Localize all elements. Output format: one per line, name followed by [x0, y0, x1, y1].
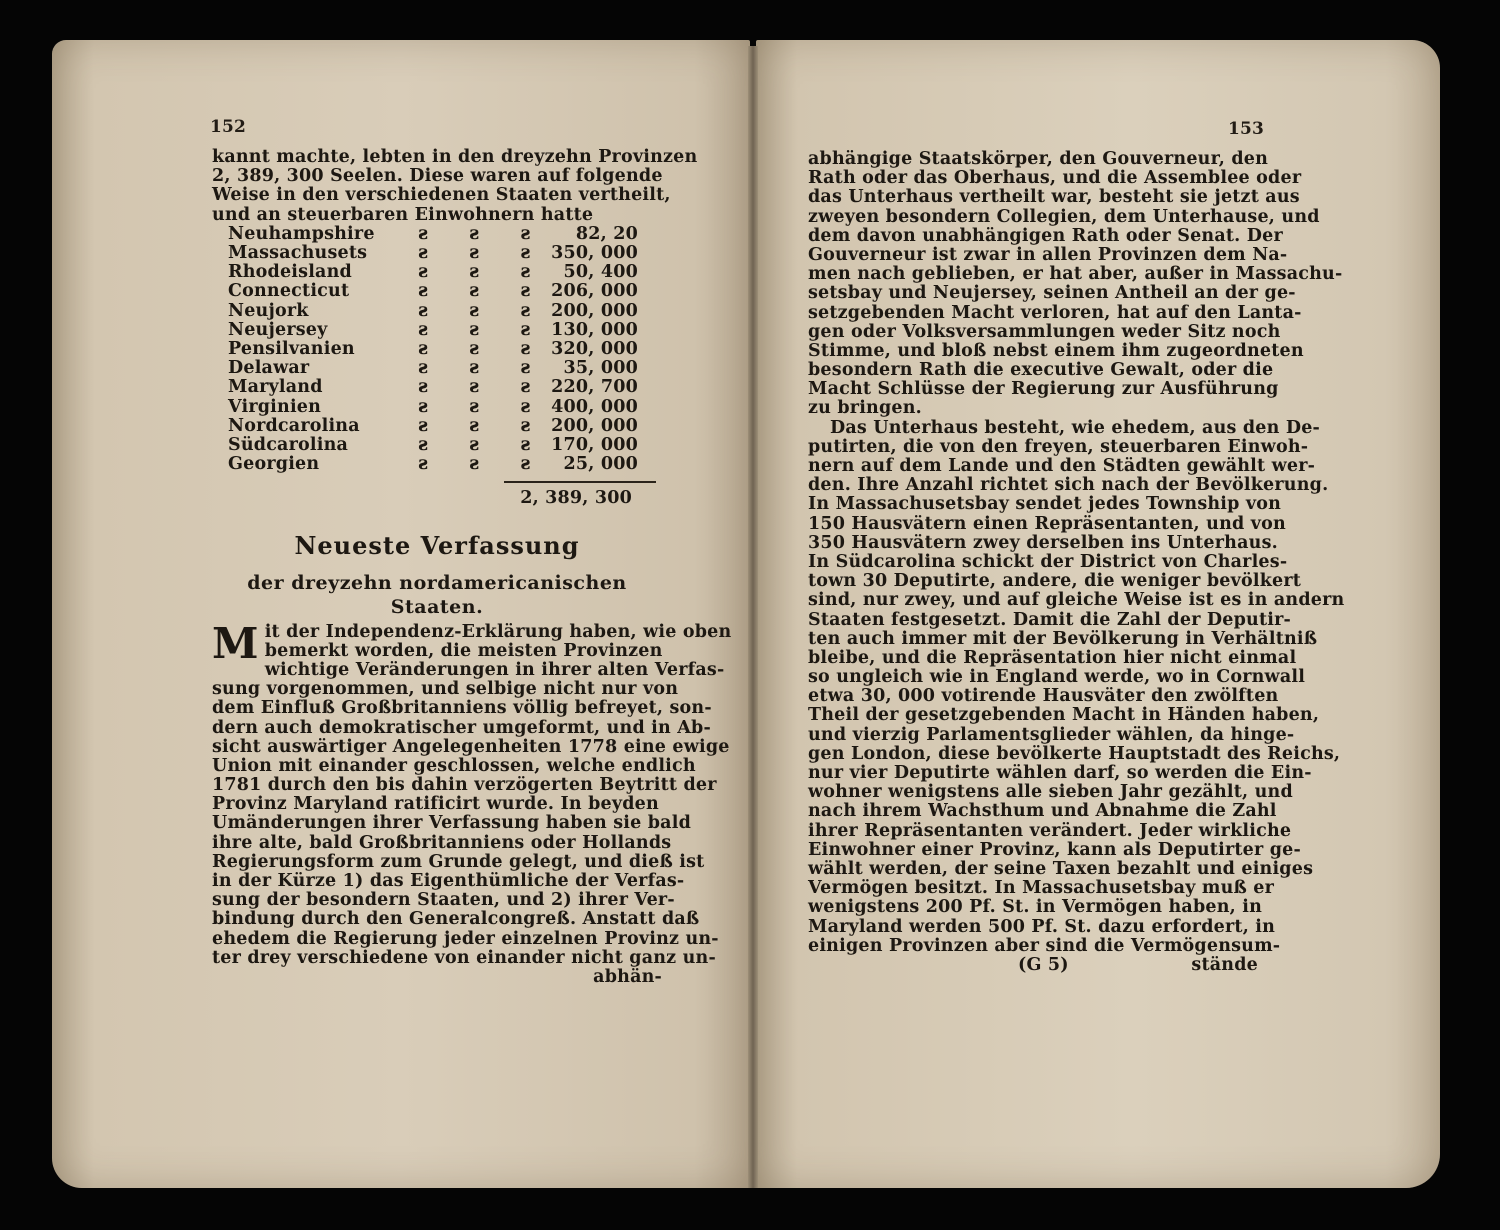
ditto-mark: ƨ — [418, 300, 429, 321]
body-line: wichtige Veränderungen in ihrer alten Verfas- — [264, 659, 725, 680]
body-line: so ungleich wie in England werde, wo in Cornwall — [808, 667, 1306, 688]
signature-mark: (G 5) — [1018, 954, 1069, 975]
ditto-mark: ƨ — [418, 358, 429, 379]
ditto-mark: ƨ — [520, 377, 531, 398]
population-value: 25, 000 — [563, 454, 638, 475]
population-value: 35, 000 — [563, 358, 638, 379]
ditto-mark: ƨ — [520, 358, 531, 379]
population-value: 170, 000 — [551, 434, 638, 455]
ditto-mark: ƨ — [469, 396, 480, 417]
body-line: wählt werden, der seine Taxen bezahlt und einiges — [808, 858, 1314, 879]
ditto-mark: ƨ — [418, 454, 429, 475]
ditto-mark: ƨ — [469, 434, 480, 455]
population-value: 50, 400 — [563, 262, 638, 283]
ditto-mark: ƨ — [520, 300, 531, 321]
state-name: Neujersey — [228, 319, 328, 340]
section-subheading: der dreyzehn nordamericanischen Staaten. — [247, 571, 627, 618]
body-line: Das Unterhaus besteht, wie ehedem, aus den De- — [830, 417, 1321, 438]
table-row — [228, 282, 638, 301]
state-name: Neujork — [228, 300, 309, 321]
body-line: Provinz Maryland ratificirt wurde. In beyden — [212, 794, 659, 815]
body-line: wohner wenigstens alle sieben Jahr gezählt, und — [808, 782, 1293, 803]
body-line: Maryland werden 500 Pf. St. dazu erfordert, in — [808, 916, 1276, 937]
body-line: besondern Rath die executive Gewalt, oder die — [808, 360, 1274, 381]
body-line: den. Ihre Anzahl richtet sich nach der Bevölkerung. — [808, 475, 1329, 496]
body-line: ihrer Repräsentanten verändert. Jeder wirkliche — [808, 820, 1292, 841]
body-line: ten auch immer mit der Bevölkerung in Verhältniß — [808, 628, 1318, 649]
population-value: 320, 000 — [551, 338, 638, 359]
table-row — [228, 417, 638, 436]
right-footer-line — [808, 956, 1258, 975]
intro-line: 2, 389, 300 Seelen. Diese waren auf folgende — [212, 166, 663, 187]
body-line: nur vier Deputirte wählen darf, so werden die Ein- — [808, 763, 1312, 783]
intro-line: Weise in den verschiedenen Staaten vertheilt, — [212, 185, 671, 206]
state-name: Rhodeisland — [228, 262, 352, 283]
table-row — [228, 398, 638, 417]
body-line: sung vorgenommen, und selbige nicht nur von — [212, 679, 679, 700]
ditto-mark: ƨ — [520, 281, 531, 302]
intro-line: kannt machte, lebten in den dreyzehn Provinzen — [212, 147, 698, 167]
ditto-mark: ƨ — [469, 223, 480, 244]
state-name: Neuhampshire — [228, 223, 375, 244]
ditto-mark: ƨ — [418, 262, 429, 283]
body-line: Rath oder das Oberhaus, und die Assemblee oder — [808, 168, 1302, 189]
body-line: setsbay und Neujersey, seinen Antheil an der ge- — [808, 283, 1296, 304]
state-name: Maryland — [228, 377, 323, 398]
body-line: ter drey verschiedene von einander nicht ganz un- — [212, 947, 716, 968]
body-line: und vierzig Parlamentsglieder wählen, da hinge- — [808, 724, 1295, 745]
ditto-mark: ƨ — [520, 262, 531, 283]
intro-paragraph — [212, 147, 698, 225]
left-page-text — [212, 147, 732, 987]
ditto-mark: ƨ — [418, 338, 429, 359]
body-line: ehedem die Regierung jeder einzelnen Provinz un- — [212, 928, 719, 949]
body-line: men nach geblieben, er hat aber, außer in Massachu- — [808, 264, 1343, 285]
ditto-mark: ƨ — [469, 319, 480, 340]
body-line: nach ihrem Wachsthum und Abnahme die Zahl — [808, 801, 1277, 822]
population-value: 200, 000 — [551, 415, 638, 436]
ditto-mark: ƨ — [520, 338, 531, 359]
body-line: wenigstens 200 Pf. St. in Vermögen haben, in — [808, 897, 1262, 918]
body-line: Union mit einander geschlossen, welche endlich — [212, 755, 696, 776]
body-line: das Unterhaus vertheilt war, besteht sie jetzt aus — [808, 187, 1300, 208]
state-name: Virginien — [228, 396, 322, 417]
body-line: Macht Schlüsse der Regierung zur Ausführung — [808, 379, 1279, 400]
population-total: 2, 389, 300 — [520, 488, 632, 509]
right-page-text — [808, 149, 1345, 975]
body-line: dem Einfluß Großbritanniens völlig befreyet, son- — [212, 698, 712, 719]
ditto-mark: ƨ — [418, 377, 429, 398]
ditto-mark: ƨ — [520, 434, 531, 455]
population-value: 220, 700 — [551, 377, 638, 398]
body-line: sind, nur zwey, und auf gleiche Weise ist es in andern — [808, 590, 1345, 611]
ditto-mark: ƨ — [418, 319, 429, 340]
table-row — [228, 225, 638, 244]
body-line: Stimme, und bloß nebst einem ihm zugeordneten — [808, 340, 1304, 361]
ditto-mark: ƨ — [520, 396, 531, 417]
state-name: Südcarolina — [228, 434, 349, 455]
ditto-mark: ƨ — [469, 377, 480, 398]
ditto-mark: ƨ — [418, 223, 429, 244]
body-line: 150 Hausvätern einen Repräsentanten, und von — [808, 513, 1286, 534]
ditto-mark: ƨ — [418, 396, 429, 417]
body-line: In Südcarolina schickt der District von Charles- — [808, 551, 1288, 572]
table-row — [228, 244, 638, 263]
ditto-mark: ƨ — [469, 242, 480, 263]
ditto-mark: ƨ — [469, 415, 480, 436]
intro-line: und an steuerbaren Einwohnern hatte — [212, 204, 594, 225]
body-line: etwa 30, 000 votirende Hausväter den zwölften — [808, 686, 1279, 707]
body-line: dem davon unabhängigen Rath oder Senat. Der — [808, 225, 1283, 246]
population-value: 200, 000 — [551, 300, 638, 321]
table-row — [228, 321, 638, 340]
table-row — [228, 359, 638, 378]
state-name: Pensilvanien — [228, 338, 355, 359]
body-line: gen oder Volksversammlungen weder Sitz noch — [808, 321, 1281, 342]
body-line: zu bringen. — [808, 398, 922, 419]
body-line: bleibe, und die Repräsentation hier nicht einmal — [808, 647, 1297, 668]
table-row — [228, 302, 638, 321]
ditto-mark: ƨ — [469, 358, 480, 379]
ditto-mark: ƨ — [469, 338, 480, 359]
body-line: ihre alte, bald Großbritanniens oder Hollands — [212, 832, 672, 853]
ditto-mark: ƨ — [469, 300, 480, 321]
ditto-mark: ƨ — [418, 434, 429, 455]
table-row — [228, 436, 638, 455]
drop-cap: M — [212, 618, 259, 668]
body-line: gen London, diese bevölkerte Hauptstadt des Reichs, — [808, 743, 1341, 764]
body-line: in der Kürze 1) das Eigenthümliche der Verfas- — [212, 871, 685, 892]
ditto-mark: ƨ — [520, 319, 531, 340]
ditto-mark: ƨ — [520, 242, 531, 263]
body-line: sung der besondern Staaten, und 2) ihrer Ver- — [212, 890, 675, 911]
body-line: In Massachusetsbay sendet jedes Township von — [808, 494, 1282, 515]
right-body-paragraphs — [808, 149, 1345, 956]
body-line: Vermögen besitzt. In Massachusetsbay muß er — [808, 878, 1275, 899]
ditto-mark: ƨ — [418, 281, 429, 302]
body-line: Theil der gesetzgebenden Macht in Händen haben, — [808, 705, 1320, 726]
body-line: einigen Provinzen aber sind die Vermögensum- — [808, 935, 1281, 956]
book-gutter — [748, 46, 758, 1188]
state-name: Delawar — [228, 358, 310, 379]
body-line: Einwohner einer Provinz, kann als Deputirter ge- — [808, 839, 1301, 860]
body-line: zweyen besondern Collegien, dem Unterhause, und — [808, 206, 1320, 227]
body-line: setzgebenden Macht verloren, hat auf den Lanta- — [808, 302, 1302, 323]
body-line: putirten, die von den freyen, steuerbaren Einwoh- — [808, 436, 1309, 457]
ditto-mark: ƨ — [418, 242, 429, 263]
ditto-mark: ƨ — [520, 415, 531, 436]
body-line: Umänderungen ihrer Verfassung haben sie bald — [212, 813, 692, 834]
body-line: abhängige Staatskörper, den Gouverneur, den — [808, 149, 1269, 169]
population-value: 82, 20 — [575, 223, 638, 244]
section-heading: Neueste Verfassung — [294, 530, 580, 560]
population-value: 206, 000 — [551, 281, 638, 302]
body-line: 1781 durch den bis dahin verzögerten Beytritt der — [212, 775, 717, 796]
body-line: town 30 Deputirte, andere, die weniger bevölkert — [808, 571, 1302, 592]
right-page-number: 153 — [1228, 119, 1265, 139]
body-line: Regierungsform zum Grunde gelegt, und dieß ist — [212, 851, 705, 872]
table-row — [228, 378, 638, 397]
body-line: sicht auswärtiger Angelegenheiten 1778 eine ewige — [212, 736, 730, 757]
left-body-paragraph — [212, 618, 732, 968]
body-line: Staaten festgesetzt. Damit die Zahl der Deputir- — [808, 609, 1291, 630]
total-rule — [504, 481, 656, 483]
ditto-mark: ƨ — [520, 223, 531, 244]
left-page-number: 152 — [210, 117, 247, 137]
table-row — [228, 263, 638, 282]
state-name: Georgien — [228, 454, 320, 475]
right-catchword: stände — [1191, 954, 1258, 975]
left-catchword: abhän- — [593, 966, 662, 987]
population-value: 400, 000 — [551, 396, 638, 417]
body-line: 350 Hausvätern zwey derselben ins Unterhaus. — [808, 532, 1278, 553]
ditto-mark: ƨ — [469, 454, 480, 475]
state-name: Massachusets — [228, 242, 368, 263]
body-line: dern auch demokratischer umgeformt, und in Ab- — [212, 717, 711, 738]
body-line: nern auf dem Lande und den Städten gewählt wer- — [808, 456, 1316, 476]
population-value: 130, 000 — [551, 319, 638, 340]
body-line: Gouverneur ist zwar in allen Provinzen dem Na- — [808, 244, 1288, 265]
body-line: bindung durch den Generalcongreß. Anstatt daß — [212, 909, 700, 930]
ditto-mark: ƨ — [418, 415, 429, 436]
state-name: Connecticut — [228, 281, 350, 302]
ditto-mark: ƨ — [469, 281, 480, 302]
table-row — [228, 340, 638, 359]
table-row — [228, 455, 638, 474]
state-name: Nordcarolina — [228, 415, 360, 436]
population-value: 350, 000 — [551, 242, 638, 263]
ditto-mark: ƨ — [469, 262, 480, 283]
body-line: it der Independenz-Erklärung haben, wie oben — [264, 621, 732, 642]
ditto-mark: ƨ — [520, 454, 531, 475]
population-table — [228, 225, 638, 475]
body-line: bemerkt worden, die meisten Provinzen — [264, 640, 663, 661]
